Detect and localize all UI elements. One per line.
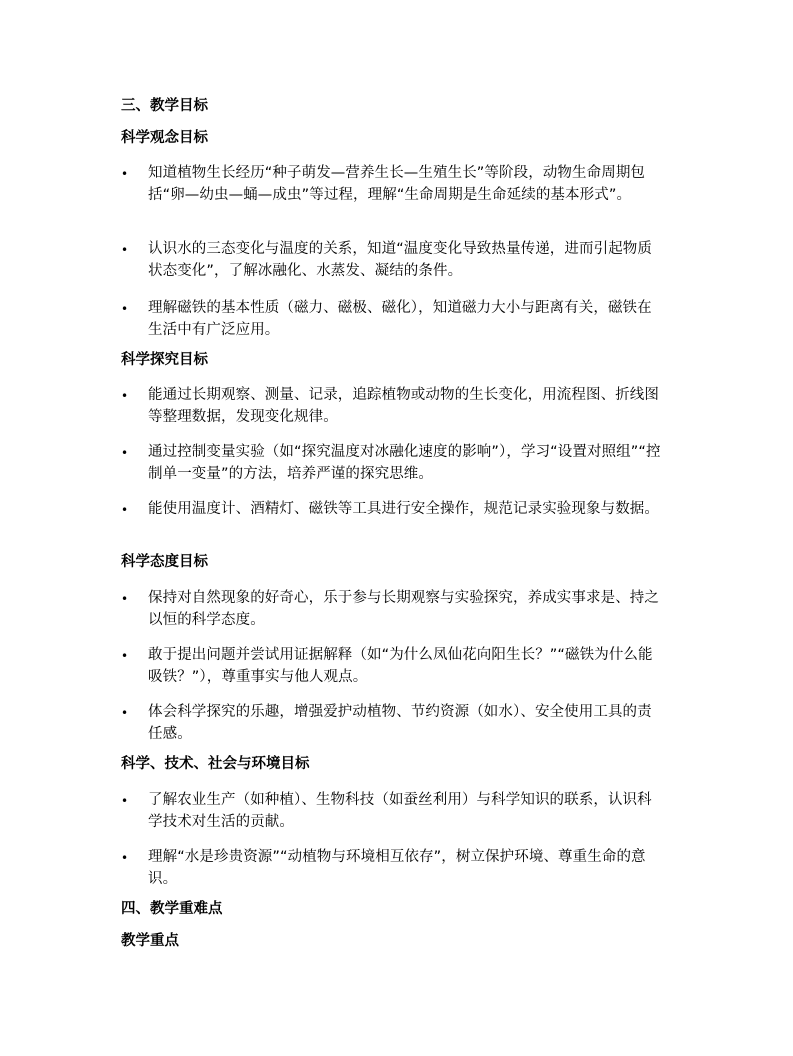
list-item: [121, 297, 666, 341]
bullet-icon: •: [121, 167, 129, 181]
list-item: [121, 701, 666, 745]
bullet-icon: •: [121, 649, 129, 663]
list-item-text: 通过控制变量实验（如“探究温度对冰融化速度的影响”），学习“设置对照组”“控制单一变量”的方法，培养严谨的探究思维。: [148, 444, 661, 482]
bullet-icon: •: [121, 794, 129, 808]
list-item-text: 理解“水是珍贵资源”“动植物与环境相互依存”，树立保护环境、尊重生命的意识。: [148, 849, 646, 887]
list-item-text: 能通过长期观察、测量、记录，追踪植物或动物的生长变化，用流程图、折线图等整理数据，发现变化规律。: [148, 387, 659, 425]
section-4-title: 四、教学重难点: [121, 901, 223, 917]
bullet-icon: •: [121, 503, 129, 517]
list-item: [121, 441, 666, 485]
list-item-text: 理解磁铁的基本性质（磁力、磁极、磁化），知道磁力大小与距离有关，磁铁在生活中有广泛应用。: [148, 300, 652, 338]
list-item: [121, 846, 666, 890]
stse-goals-title: 科学、技术、社会与环境目标: [121, 756, 310, 772]
list-item: [121, 789, 666, 833]
bullet-icon: •: [121, 302, 129, 316]
list-item-text: 体会科学探究的乐趣，增强爱护动植物、节约资源（如水）、安全使用工具的责任感。: [148, 704, 652, 742]
bullet-icon: •: [121, 592, 129, 606]
list-item: [121, 384, 666, 428]
bullet-icon: •: [121, 706, 129, 720]
list-item: [121, 162, 666, 206]
list-item-text: 认识水的三态变化与温度的关系，知道“温度变化导致热量传递，进而引起物质状态变化”，了解冰融化、水蒸发、凝结的条件。: [148, 241, 653, 279]
bullet-icon: •: [121, 243, 129, 257]
list-item-text: 敢于提出问题并尝试用证据解释（如“为什么凤仙花向阳生长？”“磁铁为什么能吸铁？”），尊重事实与他人观点。: [148, 647, 653, 685]
list-item-text: 知道植物生长经历“种子萌发—营养生长—生殖生长”等阶段，动物生命周期包括“卵—幼虫—蛹—成虫”等过程，理解“生命周期是生命延续的基本形式”。: [148, 165, 646, 203]
bullet-icon: •: [121, 389, 129, 403]
bullet-icon: •: [121, 851, 129, 865]
bullet-icon: •: [121, 446, 129, 460]
list-item: [121, 644, 666, 688]
key-points-title: 教学重点: [121, 933, 179, 949]
list-item: [121, 498, 666, 520]
list-item-text: 能使用温度计、酒精灯、磁铁等工具进行安全操作，规范记录实验现象与数据。: [148, 501, 659, 517]
inquiry-goals-title: 科学探究目标: [121, 352, 208, 368]
section-3-title: 三、教学目标: [121, 98, 208, 114]
list-item: [121, 238, 666, 282]
attitude-goals-title: 科学态度目标: [121, 554, 208, 570]
list-item-text: 了解农业生产（如种植）、生物科技（如蚕丝利用）与科学知识的联系，认识科学技术对生活的贡献。: [148, 792, 652, 830]
list-item: [121, 587, 666, 631]
concept-goals-title: 科学观念目标: [121, 130, 208, 146]
list-item-text: 保持对自然现象的好奇心，乐于参与长期观察与实验探究，养成实事求是、持之以恒的科学态度。: [148, 590, 659, 628]
